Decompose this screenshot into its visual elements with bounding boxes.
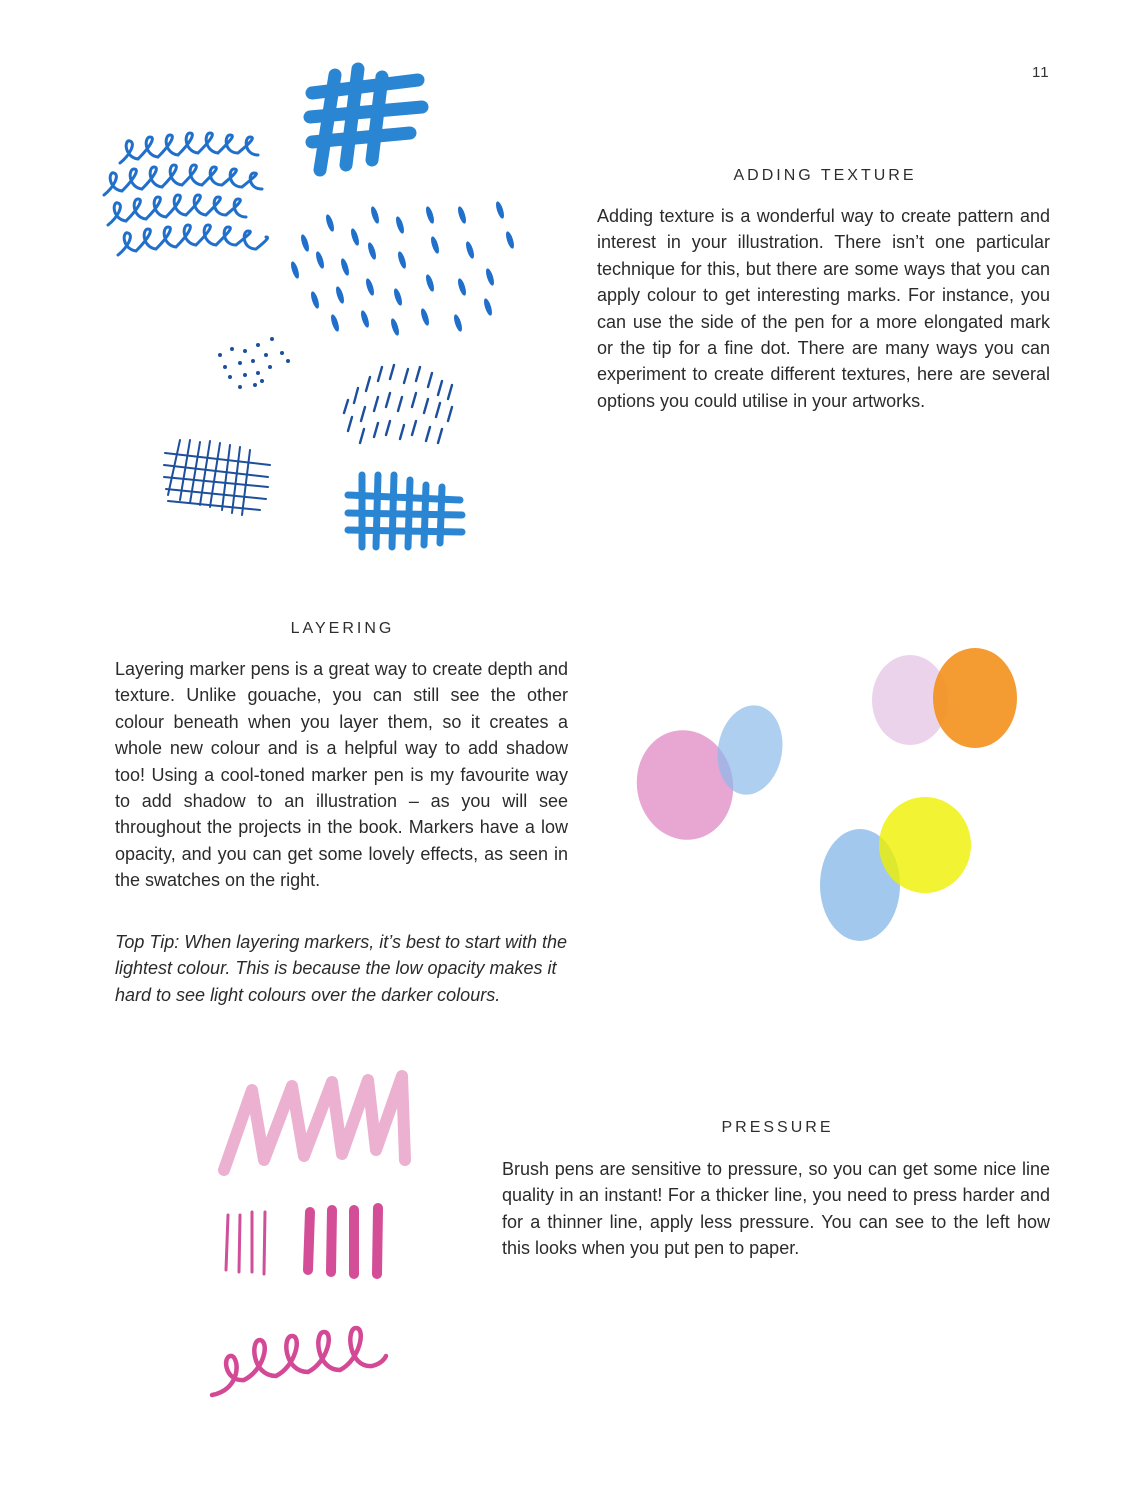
swatch-yellow <box>879 797 971 893</box>
pressure-thick-lines <box>308 1208 378 1274</box>
texture-heading: ADDING TEXTURE <box>733 167 917 184</box>
pressure-body: Brush pens are sensitive to pressure, so you can get some nice line quality in an instant! For a thicker line, you need to press harder and for a thinner line, apply less pressure. You can see to the left how this looks when you put pen to paper. <box>502 1159 1050 1259</box>
dash-marks <box>344 365 452 443</box>
pressure-strokes-illustration <box>200 1060 430 1410</box>
bold-crosshatch-mark <box>348 475 462 547</box>
pressure-zigzag-stroke <box>224 1076 405 1170</box>
layering-body: Layering marker pens is a great way to create depth and texture. Unlike gouache, you can still see the other colour beneath when you layer them, so it creates a whole new colour and is a helpful way to add shadow too! Using a cool-toned marker pen is my favourite way to add shadow to an illustration – as you will see throughout the projects in the book. Markers have a low opacity, and you can get some lovely effects, as seen in the swatches on the right. <box>115 659 568 891</box>
layered-colour-swatches <box>620 640 1040 960</box>
loop-scribbles <box>104 133 268 255</box>
layering-heading: LAYERING <box>290 620 395 637</box>
swatch-orange <box>933 648 1017 748</box>
texture-body: Adding texture is a wonderful way to create pattern and interest in your illustration. There isn’t one particular technique for this, but there are some ways that you can apply colour to get interesting marks. For instance, you can use the side of the pen for a more elongated mark or the tip for a fine dot. There are many ways you can experiment to create different textures, here are several options you could utilise in your artworks. <box>597 206 1050 411</box>
pressure-heading: PRESSURE <box>721 1119 834 1136</box>
teardrop-marks <box>289 201 515 337</box>
layering-top-tip: Top Tip: When layering markers, it’s best to start with the lightest colour. This is because the low opacity makes it hard to see light colours over the darker colours. <box>115 932 568 1005</box>
texture-swatches-illustration <box>90 55 490 555</box>
page-number: 11 <box>1032 64 1050 81</box>
fine-crosshatch-mark <box>164 440 270 515</box>
pressure-thin-lines <box>226 1212 265 1274</box>
pressure-loop-stroke <box>212 1328 386 1395</box>
bold-hash-mark <box>310 69 422 170</box>
dot-marks <box>218 337 290 389</box>
